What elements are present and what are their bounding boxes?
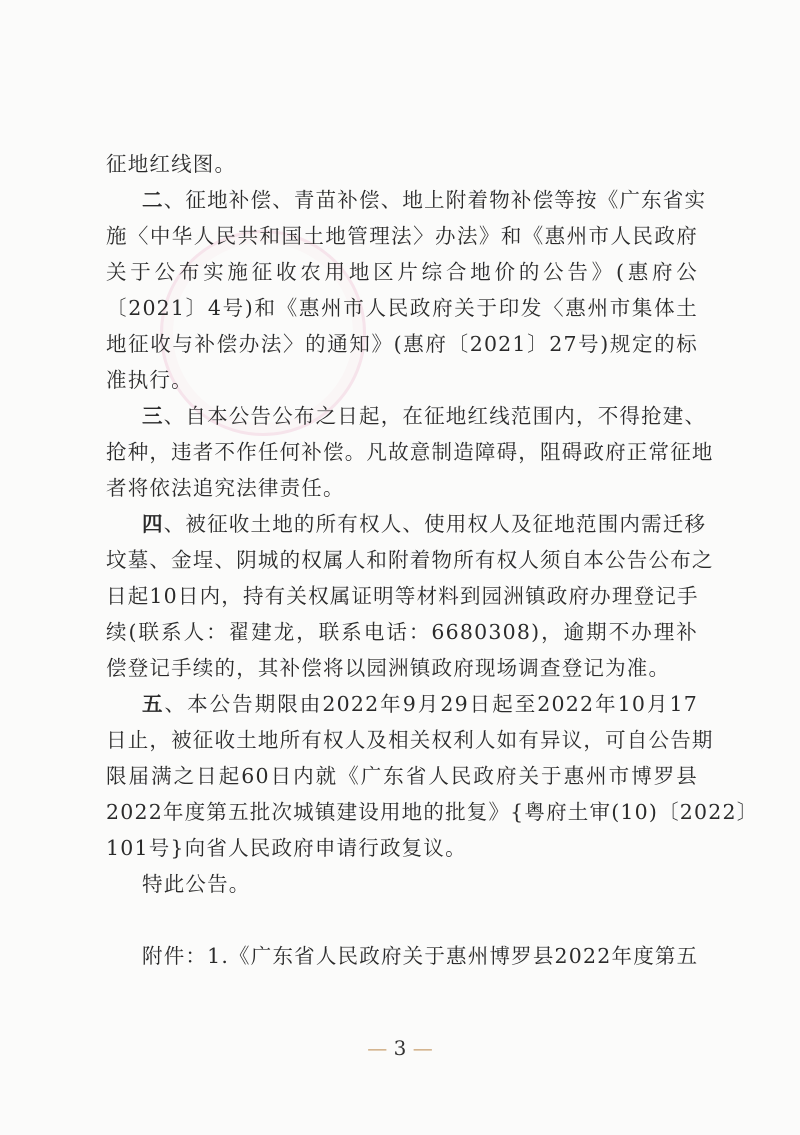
text-line: 2022年度第五批次城镇建设用地的批复》{粤府土审(10)〔2022〕 (106, 800, 759, 824)
text-line: 抢种，违者不作任何补偿。凡故意制造障碍，阻碍政府正常征地 (106, 440, 714, 464)
text-line: 关于公布实施征收农用地区片综合地价的公告》(惠府公 (106, 260, 698, 284)
section-two-heading-line: 二、征地补偿、青苗补偿、地上附着物补偿等按《广东省实 (142, 188, 707, 212)
text-line: 者将依法追究法律责任。 (106, 476, 345, 500)
text-line: 限届满之日起60日内就《广东省人民政府关于惠州市博罗县 (106, 764, 698, 788)
text-line: 续(联系人：翟建龙，联系电话：6680308)，逾期不办理补 (106, 620, 698, 644)
document-body (106, 146, 759, 974)
closing-statement: 特此公告。 (142, 872, 251, 896)
text-line: 地征收与补偿办法〉的通知》(惠府〔2021〕27号)规定的标 (106, 332, 698, 356)
section-number: 三 (142, 404, 164, 428)
text-line: 坟墓、金埕、阴城的权属人和附着物所有权人须自本公告公布之 (106, 548, 714, 572)
section-three-heading-line: 三、自本公告公布之日起，在征地红线范围内，不得抢建、 (142, 404, 707, 428)
text-line: 准执行。 (106, 368, 193, 392)
section-number: 四 (142, 512, 164, 536)
text-line: 〔2021〕4号)和《惠州市人民政府关于印发〈惠州市集体土 (106, 296, 698, 320)
text-line: 日止，被征收土地所有权人及相关权利人如有异议，可自公告期 (106, 728, 714, 752)
section-five-heading-line: 五、本公告期限由2022年9月29日起至2022年10月17 (142, 692, 698, 716)
spacer (106, 902, 698, 938)
dash-left: — (367, 1036, 388, 1060)
page-footer (0, 1036, 800, 1060)
dash-right: — (412, 1036, 433, 1060)
text-line: 施〈中华人民共和国土地管理法〉办法》和《惠州市人民政府 (106, 224, 698, 248)
page-number: 3 (393, 1036, 407, 1060)
text-line: 征地红线图。 (106, 152, 237, 176)
section-number: 二 (142, 188, 164, 212)
text-line: 偿登记手续的，其补偿将以园洲镇政府现场调查登记为准。 (106, 656, 671, 680)
text-line: 101号}向省人民政府申请行政复议。 (106, 836, 467, 860)
section-four-heading-line: 四、被征收土地的所有权人、使用权人及征地范围内需迁移 (142, 512, 707, 536)
attachment-line: 附件：1.《广东省人民政府关于惠州博罗县2022年度第五 (142, 944, 699, 968)
text-line: 日起10日内，持有关权属证明等材料到园洲镇政府办理登记手 (106, 584, 699, 608)
section-number: 五 (142, 692, 165, 716)
